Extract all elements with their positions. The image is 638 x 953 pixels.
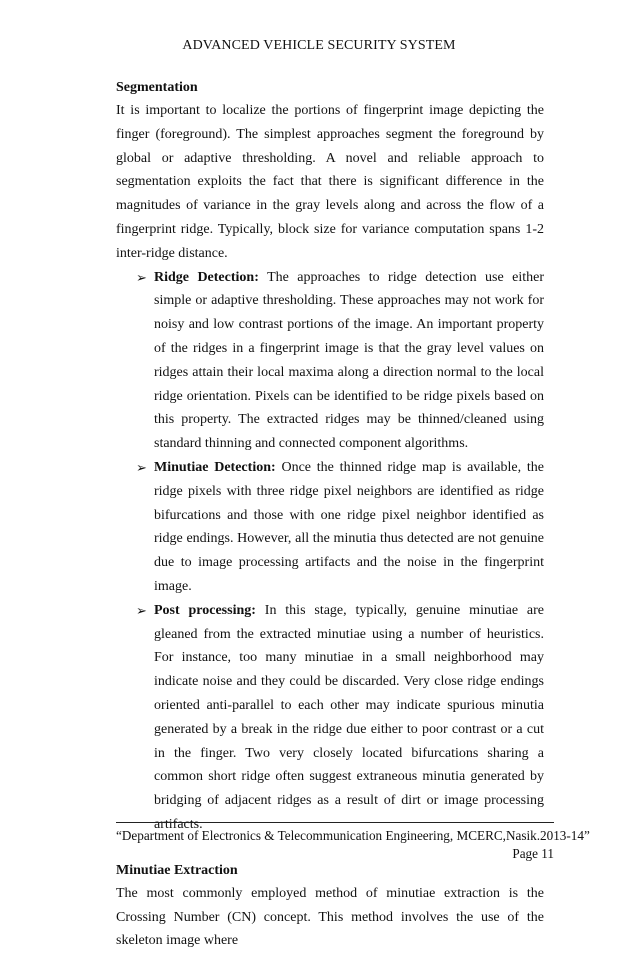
bullet-term: Minutiae Detection: (154, 459, 276, 475)
running-header: ADVANCED VEHICLE SECURITY SYSTEM (182, 38, 456, 53)
footer-department-text: “Department of Electronics & Telecommunication Engineering, MCERC,Nasik.2013-14” (116, 828, 590, 843)
segmentation-paragraph: It is important to localize the portions of fingerprint image depicting the finger (foreground). The simplest approaches segment the foreground by global or adaptive thresholding. A novel and reliable approach to segmentation exploits the fact that there is significant difference in the magnitudes of variance in the gray levels along and across the flow of a fingerprint ridge. Typically, block size for variance computation spans 1-2 inter-ridge distance. (116, 103, 544, 261)
minutiae-extraction-paragraph: The most commonly employed method of minutiae extraction is the Crossing Number (CN) concept. This method involves the use of the skeleton image where (116, 885, 544, 949)
page-footer (116, 822, 590, 863)
bullet-term: Ridge Detection: (154, 269, 259, 285)
bullet-item-minutiae-detection (116, 456, 544, 599)
footer-divider (116, 822, 554, 823)
bullet-text: Once the thinned ridge map is available, the ridge pixels with three ridge pixel neighbors are identified as ridge bifurcations and those with one ridge pixel neighbor identified as ridge endings. However, all the minutia thus detected are not genuine due to image processing artifacts and the noise in the fingerprint image. (154, 459, 544, 594)
bullet-item-post-processing (116, 599, 544, 837)
section-heading-segmentation: Segmentation (116, 80, 198, 95)
page-number: Page 11 (512, 846, 554, 861)
bullet-term: Post processing: (154, 602, 256, 618)
arrowhead-bullet-icon: ➢ (136, 269, 147, 285)
bullet-text: In this stage, typically, genuine minutiae are gleaned from the extracted minutiae using a number of heuristics. For instance, too many minutiae in a small neighborhood may indicate noise and they could be discarded. Very close ridge endings oriented anti-parallel to each other may indicate spurious minutia generated by a break in the ridge due either to poor contrast or a cut in the finger. Two very closely located bifurcations sharing a common short ridge often suggest extraneous minutia generated by bridging of adjacent ridges as a result of dirt or image processing artifacts. (154, 602, 544, 832)
arrowhead-bullet-icon: ➢ (136, 602, 147, 618)
section-heading-minutiae-extraction: Minutiae Extraction (116, 862, 238, 878)
bullet-text: The approaches to ridge detection use either simple or adaptive thresholding. These approaches may not work for noisy and low contrast portions of the image. An important property of the ridges in a fingerprint image is that the gray level values on ridges attain their local maxima along a direction normal to the local ridge orientation. Pixels can be identified to be ridge pixels based on this property. The extracted ridges may be thinned/cleaned using standard thinning and connected component algorithms. (154, 269, 545, 452)
bullet-item-ridge-detection (116, 266, 544, 456)
segmentation-bullet-list (116, 266, 544, 837)
arrowhead-bullet-icon: ➢ (136, 459, 147, 475)
